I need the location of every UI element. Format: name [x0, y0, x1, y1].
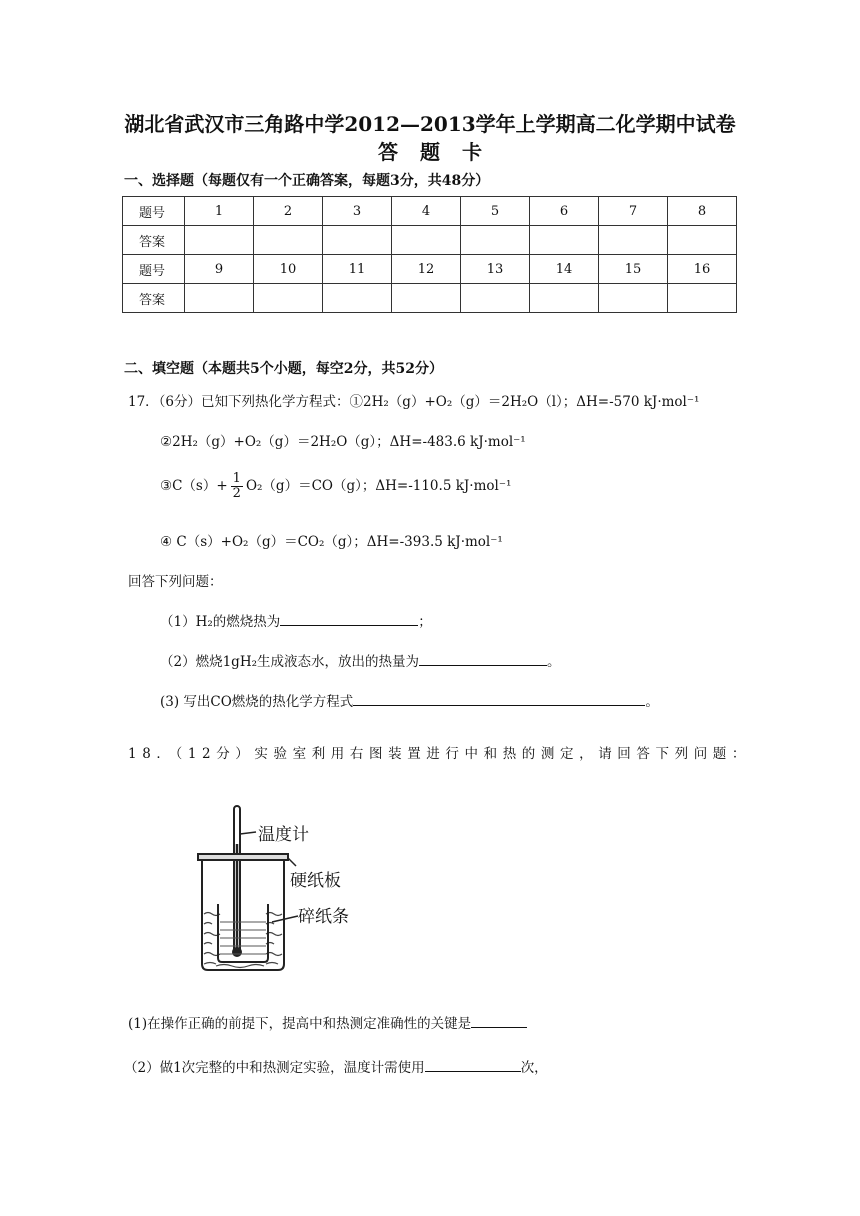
q17-part2-text: （2）燃烧1gH₂生成液态水，放出的热量为	[160, 654, 420, 670]
page-title: 湖北省武汉市三角路中学2012—2013学年上学期高二化学期中试卷	[124, 112, 736, 136]
answer-cell[interactable]	[599, 226, 668, 255]
fraction-denominator: 2	[232, 486, 241, 501]
q18-part1	[128, 1012, 527, 1032]
question-number: 3	[323, 197, 392, 226]
q18-part2	[124, 1056, 548, 1076]
q17-part1-blank[interactable]	[280, 611, 418, 626]
q17-eq3-suffix: O₂（g）＝CO（g）；ΔH=-110.5 kJ·mol⁻¹	[245, 478, 512, 494]
question-number: 1	[185, 197, 254, 226]
q17-part2-blank[interactable]	[419, 651, 547, 666]
answer-cell[interactable]	[599, 284, 668, 313]
q18-part2-blank[interactable]	[425, 1057, 521, 1072]
question-number: 6	[530, 197, 599, 226]
solution-liquid	[220, 922, 266, 954]
question-number: 13	[461, 255, 530, 284]
q17-line1	[128, 390, 699, 410]
question-number: 15	[599, 255, 668, 284]
q17-part3-blank[interactable]	[353, 691, 645, 706]
q17-part3-suffix: 。	[645, 694, 659, 710]
answer-cell[interactable]	[392, 284, 461, 313]
multiple-choice-answer-table	[122, 196, 737, 313]
answer-cell[interactable]	[254, 226, 323, 255]
q17-part1-suffix: ；	[418, 614, 432, 630]
row-label-answer: 答案	[123, 226, 185, 255]
q17-equation-4: ④ C（s）+O₂（g）＝CO₂（g）；ΔH=-393.5 kJ·mol⁻¹	[160, 534, 503, 550]
question-number: 11	[323, 255, 392, 284]
answer-cell[interactable]	[668, 284, 737, 313]
row-label-number: 题号	[123, 255, 185, 284]
label-shredded-paper: 碎纸条	[298, 907, 349, 927]
answer-cell[interactable]	[323, 284, 392, 313]
q18-part1-text: (1)在操作正确的前提下，提高中和热测定准确性的关键是	[128, 1016, 472, 1032]
cardboard-cover	[198, 854, 288, 860]
table-row	[123, 197, 737, 226]
section2-heading: 二、填空题（本题共5个小题，每空2分，共52分）	[124, 361, 443, 377]
q17-eq3-prefix: ③C（s）+	[160, 478, 228, 494]
inner-beaker	[218, 904, 268, 962]
question-number: 12	[392, 255, 461, 284]
answer-cell[interactable]	[668, 226, 737, 255]
q17-equation-2: ②2H₂（g）+O₂（g）＝2H₂O（g）；ΔH=-483.6 kJ·mol⁻¹	[160, 434, 526, 450]
answer-cell[interactable]	[530, 226, 599, 255]
fraction-numerator: 1	[232, 471, 241, 486]
q18-part1-blank[interactable]	[471, 1013, 527, 1028]
q17-part3-text: (3) 写出CO燃烧的热化学方程式	[160, 694, 354, 710]
question-number: 4	[392, 197, 461, 226]
thermometer-bulb	[233, 948, 241, 956]
question-number: 14	[530, 255, 599, 284]
answer-cell[interactable]	[323, 226, 392, 255]
q17-part2-suffix: 。	[547, 654, 561, 670]
table-row	[123, 255, 737, 284]
page-subtitle: 答题卡	[378, 140, 504, 164]
question-number: 5	[461, 197, 530, 226]
q17-part1	[160, 610, 432, 630]
question-number: 16	[668, 255, 737, 284]
answer-cell[interactable]	[461, 284, 530, 313]
question-number: 8	[668, 197, 737, 226]
calorimeter-apparatus-figure	[186, 804, 366, 976]
answer-cell[interactable]	[185, 226, 254, 255]
question-number: 9	[185, 255, 254, 284]
answer-prompt: 回答下列问题：	[128, 574, 223, 590]
q18-part2-suffix: 次，	[520, 1060, 548, 1076]
row-label-number: 题号	[123, 197, 185, 226]
table-row	[123, 226, 737, 255]
question-number: 2	[254, 197, 323, 226]
table-row	[123, 284, 737, 313]
q17-equation-1: ①2H₂（g）+O₂（g）＝2H₂O（l）；ΔH=-570 kJ·mol⁻¹	[349, 394, 700, 410]
q18-intro: 18．（12分）实验室利用右图装置进行中和热的测定，请回答下列问题：	[128, 746, 752, 762]
q17-part3	[160, 690, 659, 710]
section1-heading: 一、选择题（每题仅有一个正确答案，每题3分，共48分）	[124, 173, 490, 189]
fraction-one-half	[231, 472, 243, 501]
answer-cell[interactable]	[185, 284, 254, 313]
q17-intro: 17．（6分）已知下列热化学方程式：	[128, 394, 350, 410]
question-number: 10	[254, 255, 323, 284]
label-thermometer: 温度计	[258, 825, 309, 845]
answer-cell[interactable]	[461, 226, 530, 255]
answer-cell[interactable]	[392, 226, 461, 255]
q18-part2-text: （2）做1次完整的中和热测定实验，温度计需使用	[124, 1060, 425, 1076]
answer-cell[interactable]	[254, 284, 323, 313]
answer-cell[interactable]	[530, 284, 599, 313]
question-number: 7	[599, 197, 668, 226]
label-cardboard: 硬纸板	[290, 871, 341, 891]
row-label-answer: 答案	[123, 284, 185, 313]
shredded-paper	[204, 913, 282, 968]
q17-part2	[160, 650, 561, 670]
q17-part1-text: （1）H₂的燃烧热为	[160, 614, 281, 630]
q17-equation-3	[160, 472, 511, 501]
